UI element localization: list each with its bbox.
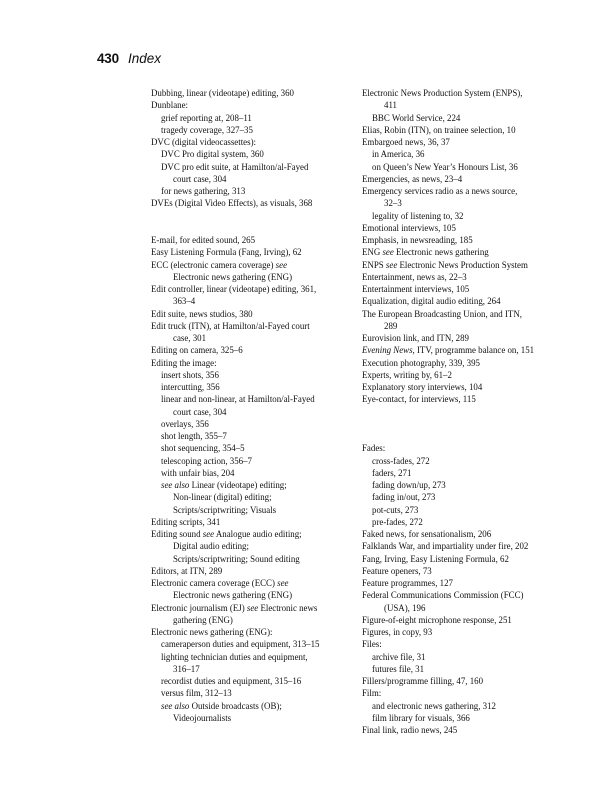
entry-text: Electronic news gathering [393, 247, 489, 258]
entry-text: shot sequencing, 354–5 [161, 443, 245, 454]
index-subentry [151, 418, 347, 430]
index-subentry [151, 479, 347, 491]
entry-spacer [362, 406, 598, 418]
index-subentry [362, 161, 598, 173]
entry-text: Electronic news gathering (ENG): [151, 627, 273, 637]
index-entry [151, 626, 347, 638]
index-subentry [151, 185, 347, 197]
entry-text: Electronic News Production System [397, 259, 528, 270]
index-entry [362, 185, 598, 197]
index-subentry [151, 393, 347, 405]
index-subentry [151, 124, 347, 136]
entry-text: Fillers/programme filling, 47, 160 [362, 676, 484, 686]
index-entry [362, 528, 598, 540]
index-entry [362, 553, 598, 565]
index-entry [151, 565, 347, 577]
entry-text: Experts, writing by, 61–2 [362, 369, 452, 380]
entry-text: Editors, at ITN, 289 [151, 565, 223, 576]
index-subentry [362, 516, 598, 528]
entry-text: Eye-contact, for interviews, 115 [362, 394, 476, 405]
index-subentry [362, 504, 598, 516]
index-entry [362, 87, 598, 99]
index-entry-continuation [362, 320, 598, 332]
index-entry [362, 295, 598, 307]
entry-text: Edit suite, news studios, 380 [151, 308, 253, 319]
entry-text: Editing sound [151, 529, 203, 539]
entry-text: Dubbing, linear (videotape) editing, 360 [151, 88, 294, 98]
entry-text: 316–17 [173, 663, 200, 674]
cross-reference-term: Evening News [362, 345, 413, 356]
entry-text: court case, 304 [173, 406, 227, 417]
entry-text: Fades: [362, 443, 386, 454]
index-entry [362, 259, 598, 271]
entry-text: Figure-of-eight microphone response, 251 [362, 614, 512, 625]
entry-text: Federal Communications Commission (FCC) [362, 590, 524, 601]
index-entry [151, 308, 347, 320]
entry-text: Editing on camera, 325–6 [151, 345, 243, 356]
index-entry [362, 332, 598, 344]
entry-text: Electronic journalism (EJ) [151, 602, 247, 613]
index-subentry [151, 112, 347, 124]
entry-text: Emergency services radio as a news source, [362, 186, 518, 196]
running-head: Index [127, 51, 161, 66]
entry-text: 411 [384, 100, 397, 111]
entry-text: Electronic news [258, 602, 318, 613]
entry-text: Equalization, digital audio editing, 264 [362, 296, 501, 307]
entry-text: ENPS [362, 259, 386, 270]
index-entry [362, 687, 598, 699]
entry-spacer [151, 210, 347, 222]
index-subentry [151, 161, 347, 173]
index-subentry [362, 663, 598, 675]
entry-text: ECC (electronic camera coverage) [151, 259, 276, 270]
index-entry [151, 197, 347, 209]
cross-reference-term: see [275, 259, 288, 270]
entry-text: cross-fades, 272 [372, 455, 430, 466]
index-entry [151, 516, 347, 528]
index-subentry [362, 651, 598, 663]
entry-text: in America, 36 [372, 149, 425, 160]
entry-text: Figures, in copy, 93 [362, 627, 433, 637]
entry-text: Execution photography, 339, 395 [362, 357, 480, 368]
entry-text: insert shots, 356 [161, 369, 219, 380]
entry-text: 289 [384, 320, 398, 331]
entry-text: shot length, 355–7 [161, 431, 227, 441]
index-subentry [151, 687, 347, 699]
entry-text: Film: [362, 688, 382, 699]
entry-text: Fang, Irving, Easy Listening Formula, 62 [362, 553, 509, 564]
index-subentry [151, 700, 347, 712]
entry-text: Embargoed news, 36, 37 [362, 137, 450, 147]
index-entry [362, 614, 598, 626]
entry-text: legality of listening to, 32 [372, 210, 464, 221]
index-entry [362, 173, 598, 185]
entry-text: Emphasis, in newsreading, 185 [362, 235, 473, 245]
index-entry [362, 442, 598, 454]
index-entry [151, 577, 347, 589]
entry-spacer [362, 430, 598, 442]
entry-text: Entertainment, news as, 22–3 [362, 271, 467, 282]
cross-reference-term: see [382, 247, 394, 258]
index-entry-continuation [362, 602, 598, 614]
entry-text: telescoping action, 356–7 [161, 455, 252, 466]
index-entry [362, 381, 598, 393]
index-entry [362, 308, 598, 320]
index-entry [362, 357, 598, 369]
index-entry [151, 344, 347, 356]
entry-text: E-mail, for edited sound, 265 [151, 235, 256, 245]
entry-text: Linear (videotape) editing; [189, 480, 287, 490]
entry-text: case, 301 [173, 333, 207, 343]
entry-text: for news gathering, 313 [161, 186, 246, 196]
index-entry [362, 124, 598, 136]
index-entry-continuation [151, 295, 347, 307]
entry-text: Electronic news gathering (ENG) [173, 590, 293, 601]
index-entry-continuation [362, 99, 598, 111]
index-entry [151, 602, 347, 614]
entry-text: Outside broadcasts (OB); [189, 700, 282, 711]
entry-text: ENG [362, 247, 383, 258]
index-entry-continuation [151, 504, 347, 516]
index-entry-continuation [151, 540, 347, 552]
entry-text: DVC Pro digital system, 360 [161, 149, 264, 160]
entry-text: Edit truck (ITN), at Hamilton/al-Fayed court [151, 320, 310, 331]
index-entry-continuation [151, 614, 347, 626]
entry-text: linear and non-linear, at Hamilton/al-Fayed [161, 394, 315, 405]
entry-text: Digital audio editing; [173, 541, 249, 552]
entry-text: fading down/up, 273 [372, 480, 446, 490]
cross-reference-term: see also [161, 480, 190, 490]
index-subentry [362, 148, 598, 160]
entry-text: Analogue audio editing; [214, 529, 302, 539]
entry-text: cameraperson duties and equipment, 313–15 [161, 639, 320, 650]
index-subentry [362, 479, 598, 491]
entry-text: Explanatory story interviews, 104 [362, 382, 483, 392]
index-entry [362, 565, 598, 577]
index-subentry [362, 112, 598, 124]
page-number: 430 [97, 51, 119, 66]
entry-text: Faked news, for sensationalism, 206 [362, 529, 492, 539]
entry-text: fading in/out, 273 [372, 492, 436, 503]
entry-text: Final link, radio news, 245 [362, 725, 458, 735]
index-column-left [151, 87, 347, 724]
index-entry [151, 136, 347, 148]
index-subentry [151, 651, 347, 663]
entry-text: Eurovision link, and ITN, 289 [362, 333, 469, 343]
entry-text: Feature programmes, 127 [362, 578, 453, 588]
page-header [97, 51, 161, 66]
index-entry [362, 724, 598, 736]
entry-text: Electronic camera coverage (ECC) [151, 578, 278, 588]
entry-spacer [151, 222, 347, 234]
index-entry [151, 99, 347, 111]
index-entry [151, 283, 347, 295]
entry-text: lighting technician duties and equipment, [161, 651, 308, 662]
index-entry-continuation [151, 332, 347, 344]
entry-text: recordist duties and equipment, 315–16 [161, 676, 302, 686]
cross-reference-term: see [277, 578, 289, 588]
index-entry [151, 246, 347, 258]
entry-text: Scripts/scriptwriting; Sound editing [173, 553, 300, 564]
cross-reference-term: see [202, 529, 215, 539]
index-subentry [362, 712, 598, 724]
index-subentry [151, 369, 347, 381]
entry-text: versus film, 312–13 [161, 688, 232, 699]
index-subentry [151, 455, 347, 467]
index-subentry [151, 675, 347, 687]
index-entry [151, 357, 347, 369]
cross-reference-term: see also [161, 700, 190, 711]
index-entry [362, 626, 598, 638]
cross-reference-term: see [385, 259, 398, 270]
entry-text: DVC pro edit suite, at Hamilton/al-Fayed [161, 161, 309, 172]
entry-text: Falklands War, and impartiality under fire, 202 [362, 541, 529, 552]
index-subentry [362, 467, 598, 479]
index-entry-continuation [151, 663, 347, 675]
entry-text: Files: [362, 639, 382, 650]
entry-text: Emotional interviews, 105 [362, 222, 456, 233]
entry-text: Videojournalists [173, 712, 232, 723]
index-entry [362, 369, 598, 381]
index-entry [362, 393, 598, 405]
index-entry [362, 271, 598, 283]
entry-text: Editing scripts, 341 [151, 516, 221, 527]
index-column-right [362, 87, 598, 736]
entry-text: Electronic news gathering (ENG) [173, 271, 293, 282]
index-entry [151, 528, 347, 540]
index-entry-continuation [151, 712, 347, 724]
entry-text: (USA), 196 [384, 602, 426, 613]
entry-text: DVEs (Digital Video Effects), as visuals, 368 [151, 198, 313, 209]
index-subentry [151, 430, 347, 442]
entry-text: grief reporting at, 208–11 [161, 112, 252, 123]
index-entry-continuation [151, 406, 347, 418]
index-entry [362, 234, 598, 246]
entry-text: tragedy coverage, 327–35 [161, 124, 253, 135]
index-entry [362, 577, 598, 589]
entry-text: Easy Listening Formula (Fang, Irving), 62 [151, 247, 302, 258]
entry-text: pre-fades, 272 [372, 516, 423, 527]
index-entry [151, 320, 347, 332]
entry-text: Non-linear (digital) editing; [173, 492, 272, 503]
index-subentry [151, 638, 347, 650]
entry-text: court case, 304 [173, 173, 227, 184]
index-entry [362, 540, 598, 552]
entry-text: Feature openers, 73 [362, 565, 432, 576]
index-entry [362, 589, 598, 601]
entry-text: Emergencies, as news, 23–4 [362, 173, 463, 184]
index-entry-continuation [151, 271, 347, 283]
entry-text: Elias, Robin (ITN), on trainee selection, 10 [362, 124, 516, 135]
entry-text: Scripts/scriptwriting; Visuals [173, 504, 277, 515]
index-subentry [362, 455, 598, 467]
index-entry-continuation [151, 491, 347, 503]
entry-text: Entertainment interviews, 105 [362, 284, 470, 294]
entry-text: The European Broadcasting Union, and ITN, [362, 308, 522, 319]
entry-text: Electronic News Production System (ENPS), [362, 88, 523, 98]
index-entry-continuation [151, 173, 347, 185]
entry-text: futures file, 31 [372, 663, 425, 674]
entry-text: BBC World Service, 224 [372, 112, 461, 123]
entry-text: overlays, 356 [161, 418, 209, 429]
index-subentry [151, 467, 347, 479]
entry-text: intercutting, 356 [161, 382, 220, 392]
index-subentry [151, 381, 347, 393]
entry-text: , ITV, programme balance on, 151 [412, 345, 535, 356]
index-entry [151, 87, 347, 99]
entry-text: Editing the image: [151, 357, 217, 368]
index-entry [362, 283, 598, 295]
index-entry-continuation [151, 553, 347, 565]
index-subentry [362, 700, 598, 712]
index-subentry [151, 442, 347, 454]
index-entry [362, 638, 598, 650]
index-entry-continuation [362, 197, 598, 209]
entry-text: faders, 271 [372, 467, 412, 478]
index-entry [362, 136, 598, 148]
index-entry [151, 234, 347, 246]
index-subentry [362, 210, 598, 222]
cross-reference-term: see [246, 602, 259, 613]
entry-text: on Queen’s New Year’s Honours List, 36 [372, 161, 518, 172]
index-entry-continuation [151, 589, 347, 601]
entry-text: 32–3 [384, 198, 402, 209]
entry-text: 363–4 [173, 296, 196, 307]
index-entry [151, 259, 347, 271]
index-subentry [362, 491, 598, 503]
entry-text: Edit controller, linear (videotape) editing, 361, [151, 284, 317, 294]
index-entry [362, 675, 598, 687]
entry-spacer [362, 418, 598, 430]
entry-text: and electronic news gathering, 312 [372, 700, 496, 711]
entry-text: Dunblane: [151, 100, 188, 111]
index-entry [362, 246, 598, 258]
index-subentry [151, 148, 347, 160]
index-entry [362, 222, 598, 234]
entry-text: gathering (ENG) [173, 614, 233, 625]
entry-text: pot-cuts, 273 [372, 504, 419, 515]
entry-text: film library for visuals, 366 [372, 712, 470, 723]
index-entry [362, 344, 598, 356]
entry-text: DVC (digital videocassettes): [151, 137, 256, 147]
entry-text: archive file, 31 [372, 651, 426, 662]
entry-text: with unfair bias, 204 [161, 467, 235, 478]
